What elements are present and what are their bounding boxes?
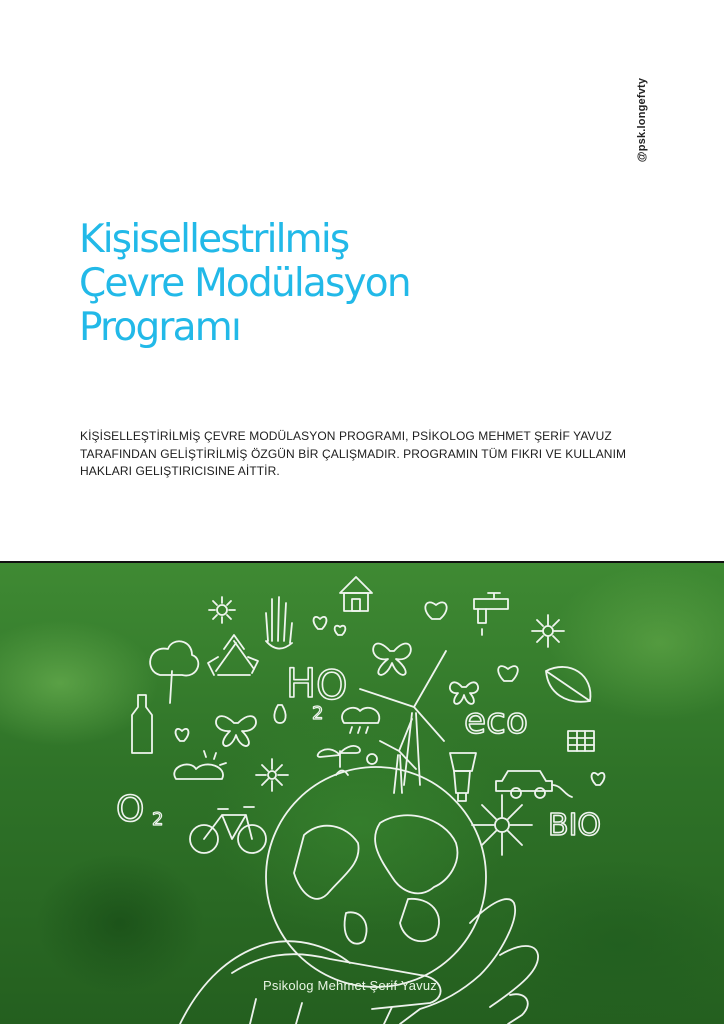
leaf-icon — [546, 667, 590, 702]
subscript-two: 2 — [312, 703, 324, 724]
house-icon — [340, 577, 372, 611]
title-line-3: Programı — [79, 305, 240, 350]
faucet-icon — [474, 593, 508, 635]
water-drop-icon — [274, 705, 285, 723]
heart-icon — [335, 626, 346, 635]
flower-icon — [256, 759, 288, 791]
instagram-handle — [630, 70, 654, 170]
o2-subscript: 2 — [152, 809, 164, 830]
light-bulb-icon — [450, 753, 476, 801]
heart-icon — [176, 729, 189, 741]
electric-car-icon — [496, 771, 572, 798]
bio-word: BIO — [548, 808, 602, 843]
cover-illustration — [0, 563, 724, 1024]
bottle-icon — [132, 695, 152, 753]
o2-letter: O — [116, 789, 145, 830]
h-letter: H — [286, 661, 317, 707]
handle-text: @psk.longefvty — [636, 77, 648, 163]
heart-icon — [425, 602, 446, 619]
heart-icon — [592, 773, 605, 785]
title-line-1: Kişisellestrilmiş — [79, 217, 349, 262]
bicycle-icon — [190, 807, 266, 853]
open-hand-icon — [180, 899, 538, 1024]
title-line-2: Çevre Modülasyon — [79, 261, 410, 306]
butterfly-icon — [216, 716, 256, 746]
eco-word: eco — [464, 701, 528, 742]
sprout-icon — [318, 746, 360, 775]
solar-panel-icon — [568, 731, 594, 751]
hand-icon — [266, 597, 292, 649]
author-name: Psikolog Mehmet Şerif Yavuz — [263, 978, 437, 993]
heart-icon — [498, 666, 518, 681]
page-title — [79, 218, 410, 350]
heart-icon — [314, 617, 327, 629]
rain-cloud-icon — [342, 708, 379, 733]
cloud-icon — [174, 751, 226, 779]
butterfly-icon — [373, 644, 411, 675]
eco-sketch — [0, 563, 724, 1024]
wind-turbine-icon — [360, 651, 446, 785]
tree-icon — [150, 641, 198, 703]
sun-icon — [367, 754, 377, 764]
copyright-notice: KİŞİSELLEŞTİRİLMİŞ ÇEVRE MODÜLASYON PROGRAMI, PSİKOLOG MEHMET ŞERİF YAVUZ TARAFINDAN GELİŞTİRİLMİŞ ÖZGÜN BİR ÇALIŞMADIR. PROGRAMIN TÜM FIKRI VE KULLANIM HAKLARI GELIŞTIRICISINE AİTTİR. — [80, 429, 627, 478]
o-letter: O — [316, 663, 348, 709]
flower-icon — [532, 615, 564, 647]
recycle-icon — [208, 635, 258, 675]
sun-icon — [209, 597, 235, 623]
